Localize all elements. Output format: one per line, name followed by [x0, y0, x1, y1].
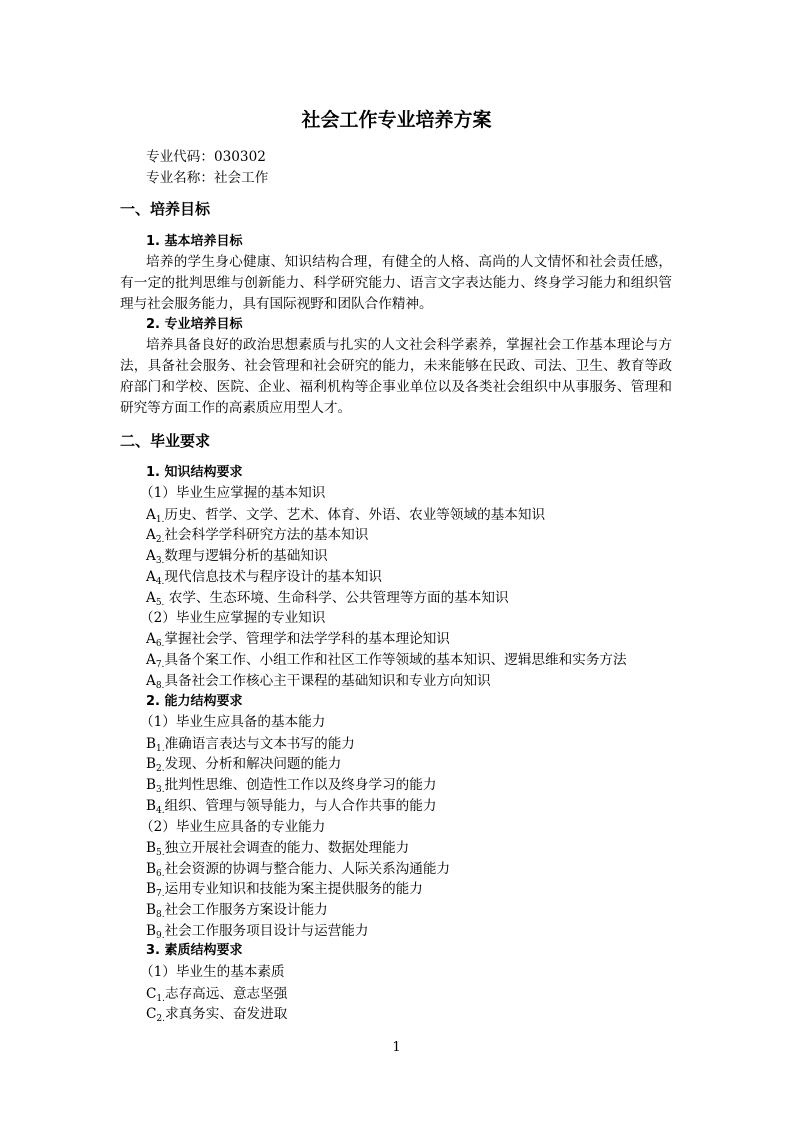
group-heading: （1）毕业生应具备的基本能力 [140, 714, 326, 730]
paragraph-line: 理与社会服务能力，具有国际视野和团队合作精神。 [120, 296, 433, 312]
subsection-heading: 2. 能力结构要求 [146, 694, 243, 709]
item-subscript: 5. [155, 598, 165, 608]
item-subscript: 2. [155, 535, 165, 545]
item-subscript: 2. [156, 764, 165, 774]
group-heading: （2）毕业生应具备的专业能力 [140, 819, 326, 835]
item-label: B [146, 798, 156, 814]
item-subscript: 5. [156, 848, 165, 858]
item-label: B [146, 840, 156, 856]
subsection-heading: 1. 知识结构要求 [146, 465, 243, 480]
item-text: 掌握社会学、管理学和法学学科的基本理论知识 [164, 631, 450, 647]
item-label: A [146, 527, 156, 543]
item-label: A [146, 652, 156, 668]
item-text: 历史、哲学、文学、艺术、体育、外语、农业等领域的基本知识 [164, 507, 546, 523]
item-text: 求真务实、奋发进取 [165, 1006, 288, 1022]
paragraph-line: 法，具备社会服务、社会管理和社会研究的能力，未来能够在民政、司法、卫生、教育等政 [120, 358, 672, 374]
item-label: C [146, 986, 157, 1002]
paragraph-line: 培养的学生身心健康、知识结构合理，有健全的人格、高尚的人文情怀和社会责任感， [146, 254, 672, 270]
item-text: 社会科学学科研究方法的基本知识 [164, 527, 369, 543]
item-text: 志存高远、意志坚强 [165, 986, 288, 1002]
item-label: B [146, 902, 156, 918]
group-heading: （1）毕业生的基本素质 [140, 964, 285, 980]
item-label: B [146, 736, 156, 752]
item-subscript: 1. [155, 515, 165, 525]
item-subscript: 6. [156, 869, 165, 879]
item-subscript: 4. [155, 577, 165, 587]
item-subscript: 8. [156, 910, 165, 920]
page-number: 1 [392, 1040, 401, 1055]
item-text: 现代信息技术与程序设计的基本知识 [164, 569, 382, 585]
paragraph-line: 府部门和学校、医院、企业、福利机构等企事业单位以及各类社会组织中从事服务、管理和 [120, 379, 672, 395]
item-label: A [146, 631, 156, 647]
item-label: B [146, 923, 156, 939]
major-name: 专业名称：社会工作 [146, 170, 269, 186]
item-subscript: 9. [156, 931, 165, 941]
item-text: 运用专业知识和技能为案主提供服务的能力 [164, 881, 423, 897]
item-label: A [146, 673, 156, 689]
item-label: A [146, 590, 156, 606]
subsection-heading: 1. 基本培养目标 [146, 234, 243, 249]
item-label: A [146, 548, 156, 564]
item-subscript: 7. [155, 660, 165, 670]
item-label: B [146, 777, 156, 793]
item-label: B [146, 756, 156, 772]
section-heading: 二、毕业要求 [120, 432, 211, 450]
subsection-heading: 3. 素质结构要求 [146, 943, 243, 958]
list-item [146, 1004, 287, 1029]
item-subscript: 4. [156, 806, 165, 816]
major-code: 专业代码：030302 [146, 149, 266, 165]
item-text: 社会资源的协调与整合能力、人际关系沟通能力 [164, 861, 451, 877]
paragraph-line: 研究等方面工作的高素质应用型人才。 [120, 400, 352, 416]
item-text: 农学、生态环境、生命科学、公共管理等方面的基本知识 [164, 590, 509, 606]
item-subscript: 6. [155, 639, 165, 649]
item-subscript: 7. [156, 889, 165, 899]
page-title: 社会工作专业培养方案 [301, 109, 492, 131]
item-label: A [146, 507, 156, 523]
item-subscript: 1. [156, 744, 165, 754]
item-label: A [146, 569, 156, 585]
item-text: 独立开展社会调查的能力、数据处理能力 [164, 840, 410, 856]
group-heading: （2）毕业生应掌握的专业知识 [140, 610, 326, 626]
item-subscript: 3. [155, 556, 165, 566]
paragraph-line: 有一定的批判思维与创新能力、科学研究能力、语言文字表达能力、终身学习能力和组织管 [120, 275, 672, 291]
section-heading: 一、培养目标 [120, 200, 211, 218]
item-subscript: 2. [156, 1014, 165, 1024]
item-text: 准确语言表达与文本书写的能力 [164, 736, 355, 752]
item-label: B [146, 881, 156, 897]
item-subscript: 8. [155, 681, 165, 691]
item-text: 具备社会工作核心主干课程的基础知识和专业方向知识 [164, 673, 491, 689]
item-label: B [146, 861, 156, 877]
item-text: 发现、分析和解决问题的能力 [164, 756, 342, 772]
item-subscript: 3. [156, 785, 165, 795]
group-heading: （1）毕业生应掌握的基本知识 [140, 485, 326, 501]
item-text: 数理与逻辑分析的基础知识 [164, 548, 328, 564]
subsection-heading: 2. 专业培养目标 [146, 317, 243, 332]
item-label: C [146, 1006, 157, 1022]
item-text: 具备个案工作、小组工作和社区工作等领域的基本知识、逻辑思维和实务方法 [164, 652, 627, 668]
paragraph-line: 培养具备良好的政治思想素质与扎实的人文社会科学素养，掌握社会工作基本理论与方 [146, 337, 672, 353]
item-subscript: 1. [156, 994, 165, 1004]
item-text: 组织、管理与领导能力，与人合作共事的能力 [164, 798, 437, 814]
item-text: 社会工作服务方案设计能力 [164, 902, 328, 918]
item-text: 社会工作服务项目设计与运营能力 [164, 923, 369, 939]
item-text: 批判性思维、创造性工作以及终身学习的能力 [164, 777, 437, 793]
